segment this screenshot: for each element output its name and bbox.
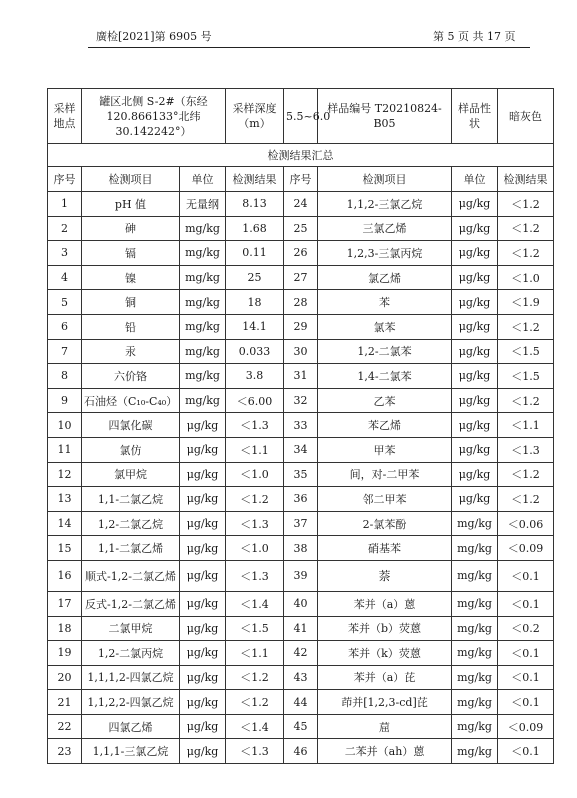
row-no-left: 8 xyxy=(48,364,82,389)
row-result-left: ＜1.2 xyxy=(226,690,284,715)
row-item-left: pH 值 xyxy=(82,192,180,217)
table-row xyxy=(48,714,554,739)
table-row xyxy=(48,265,554,290)
row-item-left: 1,1-二氯乙烷 xyxy=(82,487,180,512)
row-result-right: ＜0.09 xyxy=(498,714,554,739)
depth-value: 5.5~6.0 xyxy=(284,89,318,144)
row-item-left: 1,2-二氯乙烷 xyxy=(82,511,180,536)
row-no-right: 25 xyxy=(284,216,318,241)
row-unit-left: μg/kg xyxy=(180,616,226,641)
row-result-left: ＜1.3 xyxy=(226,560,284,591)
site-value: 罐区北侧 S-2#（东经 120.866133°北纬 30.142242°） xyxy=(82,89,226,144)
row-result-left: 25 xyxy=(226,265,284,290)
row-result-left: ＜1.3 xyxy=(226,739,284,764)
row-no-right: 33 xyxy=(284,413,318,438)
row-unit-left: 无量纲 xyxy=(180,192,226,217)
table-row xyxy=(48,388,554,413)
row-unit-left: μg/kg xyxy=(180,487,226,512)
row-unit-left: μg/kg xyxy=(180,536,226,561)
row-no-left: 18 xyxy=(48,616,82,641)
row-result-left: 14.1 xyxy=(226,314,284,339)
row-result-left: ＜1.2 xyxy=(226,665,284,690)
row-result-right: ＜0.1 xyxy=(498,690,554,715)
row-unit-right: μg/kg xyxy=(452,462,498,487)
table-row xyxy=(48,462,554,487)
row-result-right: ＜0.1 xyxy=(498,739,554,764)
col-item-right: 检测项目 xyxy=(318,167,452,192)
table-row xyxy=(48,192,554,217)
row-result-left: 18 xyxy=(226,290,284,315)
row-no-right: 43 xyxy=(284,665,318,690)
row-no-right: 34 xyxy=(284,437,318,462)
row-unit-right: mg/kg xyxy=(452,641,498,666)
row-no-right: 32 xyxy=(284,388,318,413)
row-item-right: 间，对-二甲苯 xyxy=(318,462,452,487)
col-no-left: 序号 xyxy=(48,167,82,192)
row-result-left: ＜1.0 xyxy=(226,536,284,561)
row-no-left: 23 xyxy=(48,739,82,764)
row-result-right: ＜0.1 xyxy=(498,591,554,616)
site-label: 采样地点 xyxy=(48,89,82,144)
sample-no-cell xyxy=(318,89,452,144)
row-item-left: 顺式-1,2-二氯乙烯 xyxy=(82,560,180,591)
row-item-left: 汞 xyxy=(82,339,180,364)
row-unit-right: μg/kg xyxy=(452,364,498,389)
row-unit-right: μg/kg xyxy=(452,413,498,438)
row-no-left: 15 xyxy=(48,536,82,561)
row-unit-left: mg/kg xyxy=(180,265,226,290)
table-row xyxy=(48,290,554,315)
row-unit-right: μg/kg xyxy=(452,241,498,266)
table-row xyxy=(48,536,554,561)
row-item-left: 1,2-二氯丙烷 xyxy=(82,641,180,666)
row-unit-left: μg/kg xyxy=(180,413,226,438)
row-unit-right: μg/kg xyxy=(452,314,498,339)
row-no-right: 28 xyxy=(284,290,318,315)
row-item-left: 砷 xyxy=(82,216,180,241)
row-no-right: 27 xyxy=(284,265,318,290)
row-no-right: 39 xyxy=(284,560,318,591)
row-unit-left: μg/kg xyxy=(180,462,226,487)
row-item-right: 苯乙烯 xyxy=(318,413,452,438)
row-no-right: 45 xyxy=(284,714,318,739)
table-row xyxy=(48,241,554,266)
row-item-right: 氯苯 xyxy=(318,314,452,339)
row-unit-left: μg/kg xyxy=(180,665,226,690)
sample-form-label: 样品性状 xyxy=(452,89,498,144)
row-result-right: ＜1.2 xyxy=(498,192,554,217)
row-item-left: 六价铬 xyxy=(82,364,180,389)
row-unit-right: mg/kg xyxy=(452,560,498,591)
row-no-right: 31 xyxy=(284,364,318,389)
row-no-left: 5 xyxy=(48,290,82,315)
row-result-left: 1.68 xyxy=(226,216,284,241)
row-unit-right: mg/kg xyxy=(452,714,498,739)
row-unit-left: mg/kg xyxy=(180,241,226,266)
row-item-right: 苯并（a）蒽 xyxy=(318,591,452,616)
row-result-right: ＜1.2 xyxy=(498,462,554,487)
section-title: 检测结果汇总 xyxy=(48,144,554,167)
row-result-left: ＜1.0 xyxy=(226,462,284,487)
row-result-right: ＜1.2 xyxy=(498,487,554,512)
row-item-right: 2-氯苯酚 xyxy=(318,511,452,536)
row-result-left: 8.13 xyxy=(226,192,284,217)
row-no-left: 14 xyxy=(48,511,82,536)
row-result-left: ＜1.4 xyxy=(226,591,284,616)
table-row xyxy=(48,437,554,462)
row-no-left: 17 xyxy=(48,591,82,616)
row-result-right: ＜0.06 xyxy=(498,511,554,536)
row-unit-right: μg/kg xyxy=(452,290,498,315)
row-result-right: ＜0.09 xyxy=(498,536,554,561)
row-result-left: 3.8 xyxy=(226,364,284,389)
table-row xyxy=(48,641,554,666)
row-result-right: ＜0.1 xyxy=(498,665,554,690)
row-result-right: ＜1.0 xyxy=(498,265,554,290)
depth-label: 采样深度（m） xyxy=(226,89,284,144)
row-no-right: 26 xyxy=(284,241,318,266)
row-no-left: 13 xyxy=(48,487,82,512)
row-no-left: 11 xyxy=(48,437,82,462)
row-item-left: 二氯甲烷 xyxy=(82,616,180,641)
row-unit-left: μg/kg xyxy=(180,641,226,666)
row-unit-left: mg/kg xyxy=(180,388,226,413)
col-unit-right: 单位 xyxy=(452,167,498,192)
header-rule xyxy=(88,47,530,48)
row-item-right: 甲苯 xyxy=(318,437,452,462)
row-no-right: 40 xyxy=(284,591,318,616)
col-unit-left: 单位 xyxy=(180,167,226,192)
row-unit-left: μg/kg xyxy=(180,690,226,715)
row-result-right: ＜1.2 xyxy=(498,314,554,339)
row-item-right: 1,2-二氯苯 xyxy=(318,339,452,364)
row-unit-right: mg/kg xyxy=(452,511,498,536)
table-row xyxy=(48,413,554,438)
row-unit-left: μg/kg xyxy=(180,437,226,462)
table-row xyxy=(48,739,554,764)
row-no-left: 20 xyxy=(48,665,82,690)
row-no-left: 9 xyxy=(48,388,82,413)
row-result-left: ＜1.3 xyxy=(226,413,284,438)
row-unit-right: μg/kg xyxy=(452,192,498,217)
row-no-left: 4 xyxy=(48,265,82,290)
row-no-left: 12 xyxy=(48,462,82,487)
row-result-right: ＜0.2 xyxy=(498,616,554,641)
row-no-right: 24 xyxy=(284,192,318,217)
row-unit-left: μg/kg xyxy=(180,560,226,591)
page-info: 第 5 页 共 17 页 xyxy=(433,30,516,43)
row-result-left: 0.11 xyxy=(226,241,284,266)
row-unit-right: μg/kg xyxy=(452,388,498,413)
results-table xyxy=(47,88,554,764)
row-result-right: ＜1.2 xyxy=(498,388,554,413)
row-unit-left: μg/kg xyxy=(180,591,226,616)
row-item-right: 萘 xyxy=(318,560,452,591)
col-no-right: 序号 xyxy=(284,167,318,192)
table-row xyxy=(48,591,554,616)
table-row xyxy=(48,314,554,339)
row-result-left: ＜1.1 xyxy=(226,437,284,462)
report-number: 廣检[2021]第 6905 号 xyxy=(96,30,212,43)
row-item-right: 1,2,3-三氯丙烷 xyxy=(318,241,452,266)
row-result-right: ＜1.2 xyxy=(498,241,554,266)
row-result-left: ＜1.1 xyxy=(226,641,284,666)
row-unit-right: μg/kg xyxy=(452,339,498,364)
row-unit-left: mg/kg xyxy=(180,314,226,339)
row-result-right: ＜0.1 xyxy=(498,560,554,591)
row-result-left: ＜1.2 xyxy=(226,487,284,512)
row-item-right: 苯并（a）芘 xyxy=(318,665,452,690)
row-item-left: 1,1,1,2-四氯乙烷 xyxy=(82,665,180,690)
row-result-right: ＜0.1 xyxy=(498,641,554,666)
row-result-left: ＜1.5 xyxy=(226,616,284,641)
row-unit-right: μg/kg xyxy=(452,437,498,462)
row-item-right: 氯乙烯 xyxy=(318,265,452,290)
row-result-left: 0.033 xyxy=(226,339,284,364)
table-row xyxy=(48,364,554,389)
row-unit-left: μg/kg xyxy=(180,511,226,536)
row-item-right: 三氯乙烯 xyxy=(318,216,452,241)
row-item-right: 硝基苯 xyxy=(318,536,452,561)
row-no-left: 6 xyxy=(48,314,82,339)
row-no-right: 37 xyxy=(284,511,318,536)
row-no-right: 35 xyxy=(284,462,318,487)
row-item-left: 氯甲烷 xyxy=(82,462,180,487)
row-item-right: 䓛 xyxy=(318,714,452,739)
row-item-right: 苯并（k）荧蒽 xyxy=(318,641,452,666)
row-unit-right: mg/kg xyxy=(452,616,498,641)
row-item-right: 茚并[1,2,3-cd]芘 xyxy=(318,690,452,715)
row-no-left: 10 xyxy=(48,413,82,438)
row-item-left: 1,1-二氯乙烯 xyxy=(82,536,180,561)
row-no-left: 3 xyxy=(48,241,82,266)
row-unit-left: mg/kg xyxy=(180,364,226,389)
row-result-right: ＜1.5 xyxy=(498,339,554,364)
row-unit-right: mg/kg xyxy=(452,591,498,616)
row-item-left: 石油烃（C₁₀-C₄₀） xyxy=(82,388,180,413)
table-row xyxy=(48,616,554,641)
row-result-right: ＜1.2 xyxy=(498,216,554,241)
row-no-right: 30 xyxy=(284,339,318,364)
row-unit-right: μg/kg xyxy=(452,265,498,290)
row-no-left: 7 xyxy=(48,339,82,364)
row-no-right: 36 xyxy=(284,487,318,512)
row-item-left: 四氯乙烯 xyxy=(82,714,180,739)
row-no-right: 38 xyxy=(284,536,318,561)
row-result-right: ＜1.5 xyxy=(498,364,554,389)
row-result-right: ＜1.1 xyxy=(498,413,554,438)
row-result-right: ＜1.9 xyxy=(498,290,554,315)
row-result-left: ＜6.00 xyxy=(226,388,284,413)
table-row xyxy=(48,339,554,364)
row-no-left: 2 xyxy=(48,216,82,241)
row-item-right: 1,4-二氯苯 xyxy=(318,364,452,389)
row-no-left: 22 xyxy=(48,714,82,739)
row-no-right: 41 xyxy=(284,616,318,641)
col-result-left: 检测结果 xyxy=(226,167,284,192)
table-row xyxy=(48,511,554,536)
row-unit-right: μg/kg xyxy=(452,487,498,512)
sample-info-row xyxy=(48,89,554,144)
row-item-left: 1,1,2,2-四氯乙烷 xyxy=(82,690,180,715)
row-unit-left: mg/kg xyxy=(180,216,226,241)
row-no-left: 19 xyxy=(48,641,82,666)
row-unit-right: mg/kg xyxy=(452,665,498,690)
row-item-right: 1,1,2-三氯乙烷 xyxy=(318,192,452,217)
row-unit-right: mg/kg xyxy=(452,536,498,561)
row-item-left: 镉 xyxy=(82,241,180,266)
row-item-left: 四氯化碳 xyxy=(82,413,180,438)
row-no-right: 42 xyxy=(284,641,318,666)
row-result-right: ＜1.3 xyxy=(498,437,554,462)
table-row xyxy=(48,216,554,241)
row-item-right: 苯 xyxy=(318,290,452,315)
table-row xyxy=(48,487,554,512)
section-row xyxy=(48,144,554,167)
row-no-left: 1 xyxy=(48,192,82,217)
row-no-left: 21 xyxy=(48,690,82,715)
table-row xyxy=(48,690,554,715)
table-row xyxy=(48,560,554,591)
row-item-right: 乙苯 xyxy=(318,388,452,413)
row-no-right: 44 xyxy=(284,690,318,715)
sample-form-value: 暗灰色 xyxy=(498,89,554,144)
row-item-right: 二苯并（ah）蒽 xyxy=(318,739,452,764)
row-item-left: 1,1,1-三氯乙烷 xyxy=(82,739,180,764)
table-row xyxy=(48,665,554,690)
row-unit-left: μg/kg xyxy=(180,739,226,764)
row-item-left: 镍 xyxy=(82,265,180,290)
row-no-right: 29 xyxy=(284,314,318,339)
row-unit-right: μg/kg xyxy=(452,216,498,241)
col-result-right: 检测结果 xyxy=(498,167,554,192)
column-header-row xyxy=(48,167,554,192)
row-unit-left: μg/kg xyxy=(180,714,226,739)
row-unit-left: mg/kg xyxy=(180,290,226,315)
sample-no-value: T20210824-B05 xyxy=(373,102,442,130)
row-item-left: 氯仿 xyxy=(82,437,180,462)
row-item-left: 反式-1,2-二氯乙烯 xyxy=(82,591,180,616)
row-unit-right: mg/kg xyxy=(452,690,498,715)
row-item-right: 邻二甲苯 xyxy=(318,487,452,512)
row-result-left: ＜1.4 xyxy=(226,714,284,739)
row-unit-left: mg/kg xyxy=(180,339,226,364)
row-item-left: 铜 xyxy=(82,290,180,315)
row-no-left: 16 xyxy=(48,560,82,591)
row-item-right: 苯并（b）荧蒽 xyxy=(318,616,452,641)
row-no-right: 46 xyxy=(284,739,318,764)
sample-no-label: 样品编号 xyxy=(327,102,372,115)
col-item-left: 检测项目 xyxy=(82,167,180,192)
row-item-left: 铅 xyxy=(82,314,180,339)
row-unit-right: mg/kg xyxy=(452,739,498,764)
row-result-left: ＜1.3 xyxy=(226,511,284,536)
